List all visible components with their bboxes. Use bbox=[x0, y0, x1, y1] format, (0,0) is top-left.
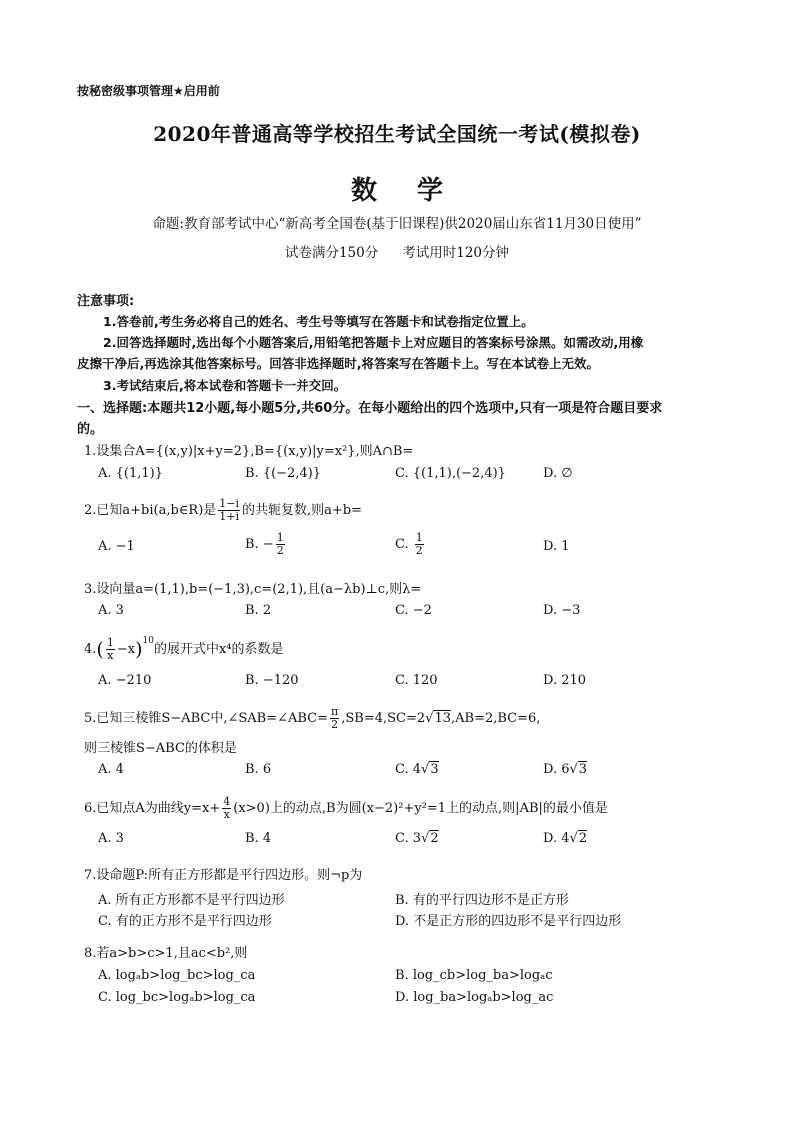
frac-denominator: 2 bbox=[415, 544, 423, 557]
frac-numerator: 4 bbox=[223, 795, 231, 808]
q6-option-b: B. 4 bbox=[245, 831, 272, 846]
notice-title: 注意事项: bbox=[77, 294, 135, 309]
q5-stem-part: ,AB=2,BC=6, bbox=[451, 711, 541, 726]
q6-option-c bbox=[395, 831, 439, 846]
exam-time: 考试用时120分钟 bbox=[402, 245, 510, 261]
q6-stem-part: 6.已知点A为曲线y=x+ bbox=[84, 801, 221, 816]
q5-stem-part: ,SB=4,SC=2 bbox=[341, 711, 426, 726]
sqrt-value: 2 bbox=[578, 831, 588, 846]
q2-option-a: A. −1 bbox=[98, 539, 135, 554]
q7-option-a: A. 所有正方形都不是平行四边形 bbox=[98, 893, 285, 908]
frac-denominator: 1+i bbox=[219, 510, 240, 523]
q4-exponent: 10 bbox=[142, 636, 154, 646]
q1-option-b: B. {(−2,4)} bbox=[245, 466, 322, 481]
q5-stem-part: 5.已知三棱锥S−ABC中,∠SAB=∠ABC= bbox=[84, 711, 329, 726]
secret-level-line: 按秘密级事项管理★启用前 bbox=[77, 84, 220, 98]
q6-option-a: A. 3 bbox=[98, 831, 124, 846]
frac-numerator: 1 bbox=[415, 531, 423, 544]
sqrt-sign-glyph: √ bbox=[569, 762, 578, 777]
q8-option-b: B. log_cb>log_ba>logₐc bbox=[395, 968, 553, 983]
option-fraction bbox=[276, 532, 285, 557]
sqrt-value: 3 bbox=[430, 762, 439, 777]
q2-stem-part: 的共轭复数,则a+b= bbox=[242, 503, 363, 518]
q4-option-b: B. −120 bbox=[245, 673, 299, 688]
option-text: C. 4 bbox=[395, 762, 422, 777]
question-6-stem bbox=[84, 796, 608, 821]
question-5-stem bbox=[84, 706, 540, 731]
sqrt-sign-glyph: √ bbox=[421, 831, 430, 846]
q8-option-c: C. log_bc>logₐb>log_ca bbox=[98, 990, 256, 1005]
open-paren-glyph: ( bbox=[96, 638, 104, 661]
q4-option-d: D. 210 bbox=[543, 673, 587, 688]
sqrt-value: 3 bbox=[578, 762, 588, 777]
q4-option-a: A. −210 bbox=[98, 673, 152, 688]
q6-option-d bbox=[543, 831, 587, 846]
frac-denominator: x bbox=[107, 649, 114, 662]
exam-meta bbox=[0, 241, 794, 261]
q4-stem-part: −x bbox=[116, 642, 136, 657]
q4-fraction bbox=[106, 637, 115, 662]
frac-numerator: 1 bbox=[106, 636, 114, 649]
q2-stem-part: 2.已知a+bi(a,b∈R)是 bbox=[84, 503, 217, 518]
q3-option-c: C. −2 bbox=[395, 603, 432, 618]
q8-option-a: A. logₐb>log_bc>log_ca bbox=[98, 968, 256, 983]
frac-numerator: 1 bbox=[276, 531, 284, 544]
q5-option-a: A. 4 bbox=[98, 762, 124, 777]
q3-option-a: A. 3 bbox=[98, 603, 124, 618]
q2-option-c bbox=[395, 532, 426, 557]
frac-denominator: 2 bbox=[331, 718, 339, 731]
q7-option-c: C. 有的正方形不是平行四边形 bbox=[98, 914, 272, 929]
question-4-stem bbox=[84, 636, 283, 662]
sqrt-value: 13 bbox=[434, 711, 451, 726]
option-text: C. bbox=[395, 537, 413, 552]
subject-char: 学 bbox=[417, 176, 444, 206]
exam-title: 2020年普通高等学校招生考试全国统一考试(模拟卷) bbox=[153, 122, 641, 146]
subject-title bbox=[0, 170, 794, 207]
section-heading-cont: 的。 bbox=[77, 422, 104, 437]
q2-fraction bbox=[218, 498, 240, 523]
q7-option-d: D. 不是正方形的四边形不是平行四边形 bbox=[395, 914, 622, 929]
question-2-stem bbox=[84, 498, 362, 523]
q6-fraction bbox=[222, 796, 231, 821]
q2-option-b bbox=[245, 532, 287, 557]
q6-stem-part: (x>0)上的动点,B为圆(x−2)²+y²=1上的动点,则|AB|的最小值是 bbox=[233, 801, 608, 816]
frac-denominator: x bbox=[223, 808, 230, 821]
close-paren-glyph: ) bbox=[135, 638, 143, 661]
option-text: C. 3 bbox=[395, 831, 422, 846]
notice-item-2: 2.回答选择题时,选出每个小题答案后,用铅笔把答题卡上对应题目的答案标号涂黑。如需改动,用橡 bbox=[103, 335, 644, 350]
composer-line: 命题:教育部考试中心“新高考全国卷(基于旧课程)供2020届山东省11月30日使用” bbox=[152, 216, 642, 232]
frac-numerator: π bbox=[331, 705, 339, 718]
option-text: D. 6 bbox=[543, 762, 570, 777]
q5-option-c bbox=[395, 762, 439, 777]
q3-option-b: B. 2 bbox=[245, 603, 272, 618]
notice-item-1: 1.答卷前,考生务必将自己的姓名、考生号等填写在答题卡和试卷指定位置上。 bbox=[103, 314, 534, 329]
notice-item-3: 3.考试结束后,将本试卷和答题卡一并交回。 bbox=[103, 378, 347, 393]
q8-option-d: D. log_ba>logₐb>log_ac bbox=[395, 990, 554, 1005]
question-1-stem: 1.设集合A={(x,y)|x+y=2},B={(x,y)|y=x²},则A∩B= bbox=[84, 444, 414, 459]
q4-option-c: C. 120 bbox=[395, 673, 438, 688]
q5-option-b: B. 6 bbox=[245, 762, 272, 777]
question-3-stem: 3.设向量a=(1,1),b=(−1,3),c=(2,1),且(a−λb)⊥c,则λ= bbox=[84, 582, 422, 597]
subject-char: 数 bbox=[350, 176, 377, 206]
section-heading: 一、选择题:本题共12小题,每小题5分,共60分。在每小题给出的四个选项中,只有一项是符合题目要求 bbox=[77, 401, 663, 416]
q7-option-b: B. 有的平行四边形不是正方形 bbox=[395, 893, 569, 908]
question-5-stem-cont: 则三棱锥S−ABC的体积是 bbox=[84, 741, 237, 756]
q4-stem-part: 的展开式中x⁴的系数是 bbox=[153, 642, 284, 657]
q4-stem-part: 4. bbox=[84, 642, 97, 657]
option-text: B. − bbox=[245, 537, 274, 552]
notice-item-2-cont: 皮擦干净后,再选涂其他答案标号。回答非选择题时,将答案写在答题卡上。写在本试卷上无效。 bbox=[77, 356, 599, 371]
sqrt-sign-glyph: √ bbox=[569, 831, 578, 846]
q5-fraction bbox=[330, 706, 339, 731]
question-8-stem: 8.若a>b>c>1,且ac<b²,则 bbox=[84, 946, 248, 961]
q2-option-d: D. 1 bbox=[543, 539, 570, 554]
q5-option-d bbox=[543, 762, 587, 777]
frac-denominator: 2 bbox=[276, 544, 284, 557]
full-marks: 试卷满分150分 bbox=[284, 245, 379, 261]
sqrt-sign-glyph: √ bbox=[425, 711, 434, 726]
q3-option-d: D. −3 bbox=[543, 603, 581, 618]
q1-option-d: D. ∅ bbox=[543, 466, 573, 481]
option-text: D. 4 bbox=[543, 831, 570, 846]
sqrt-value: 2 bbox=[430, 831, 439, 846]
q1-option-c: C. {(1,1),(−2,4)} bbox=[395, 466, 506, 481]
frac-numerator: 1−i bbox=[219, 497, 240, 510]
q1-option-a: A. {(1,1)} bbox=[98, 466, 164, 481]
question-7-stem: 7.设命题P:所有正方形都是平行四边形。则¬p为 bbox=[84, 868, 363, 883]
option-fraction bbox=[415, 532, 424, 557]
sqrt-sign-glyph: √ bbox=[421, 762, 430, 777]
